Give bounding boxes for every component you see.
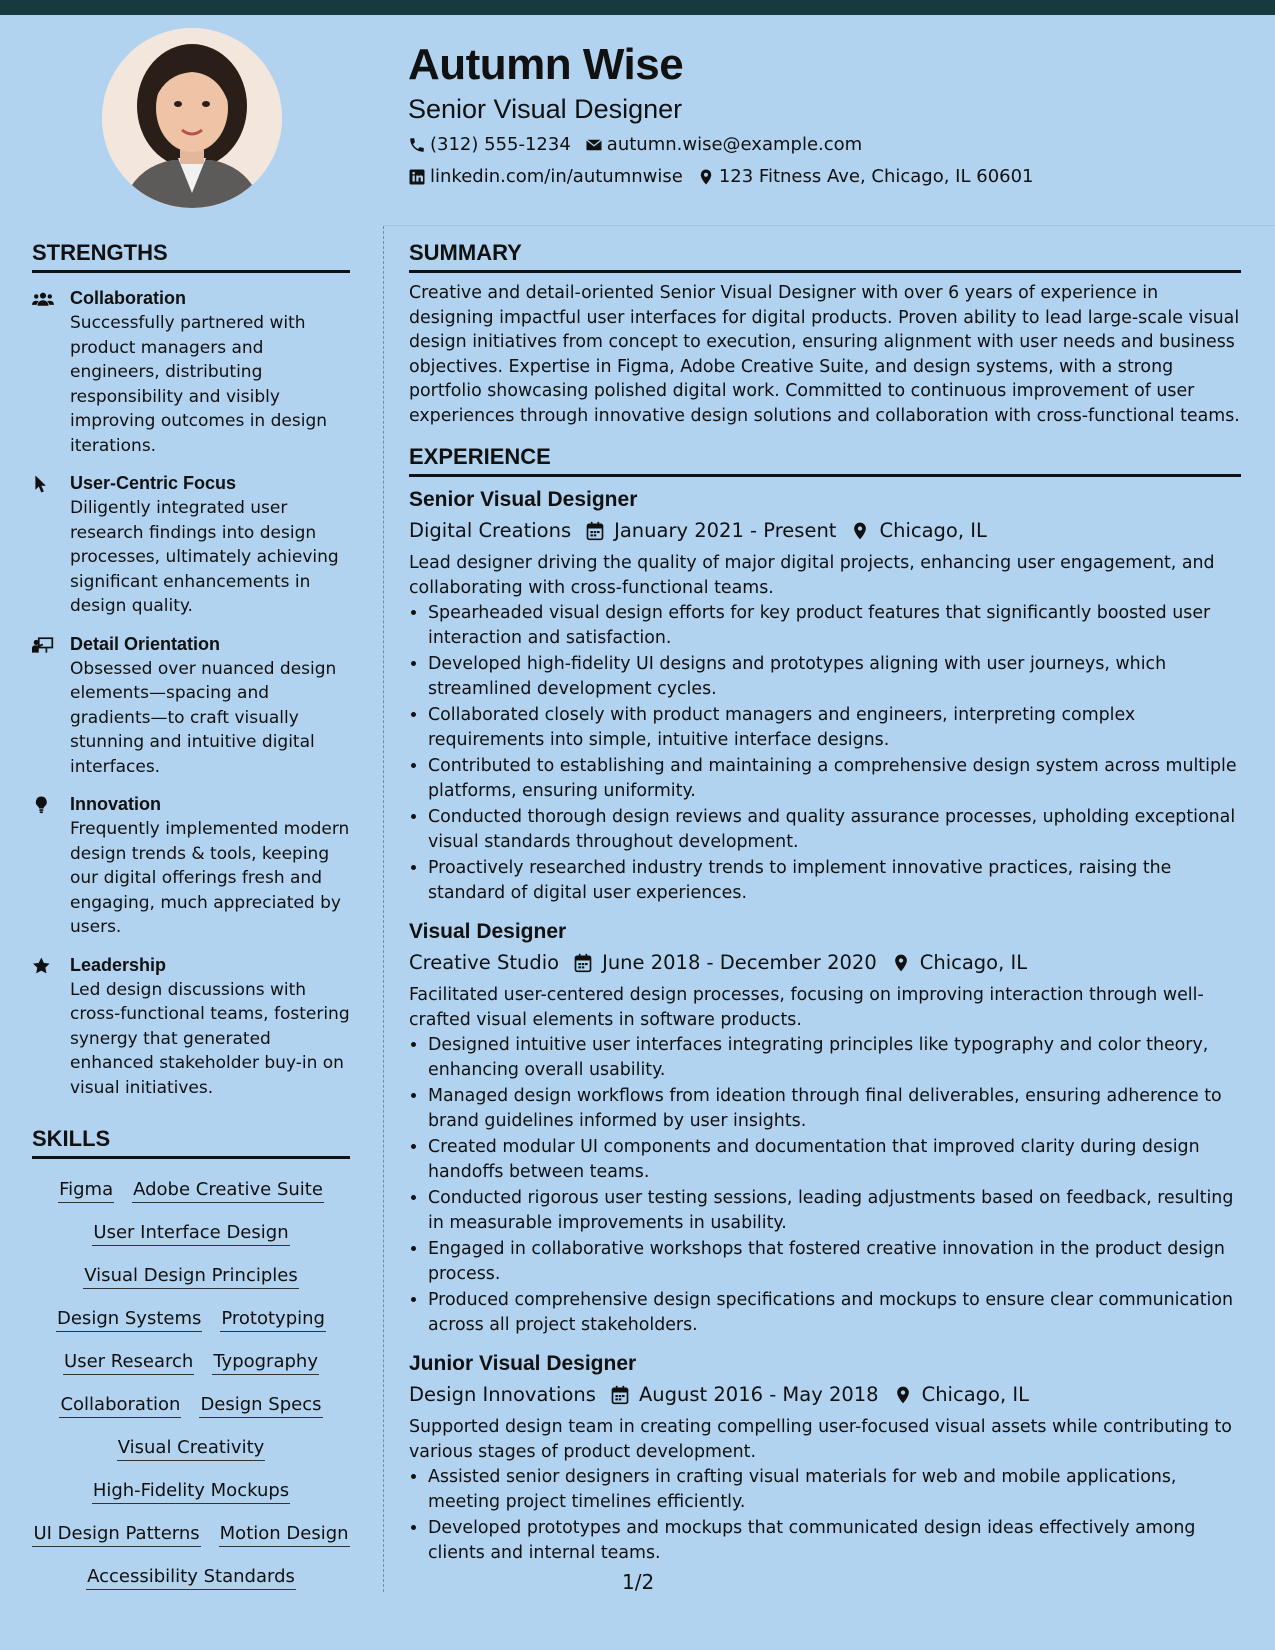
phone-contact[interactable]: [408, 134, 571, 155]
skill-tag: Accessibility Standards: [86, 1566, 296, 1590]
skill-row: [32, 1351, 350, 1375]
skill-tag: Adobe Creative Suite: [132, 1179, 324, 1203]
strength-item: [32, 287, 350, 458]
summary-text: Creative and detail-oriented Senior Visual Designer with over 6 years of experience in designing impactful user interfaces for digital products. Proven ability to lead large-scale visual design initiatives from concept to execution, ensuring alignment with user needs and business objectives. Expertise in Figma, Adobe Creative Suite, and design systems, with a strong portfolio showcasing polished digital work. Committed to continuous improvement of user experiences through innovative design solutions and collaboration with cross-functional teams.: [409, 283, 1240, 426]
skill-tag: Collaboration: [59, 1394, 181, 1418]
experience-section: [409, 444, 1241, 1565]
job-bullet: • Contributed to establishing and maintaining a comprehensive design system across multiple platforms, ensuring uniformity.: [428, 754, 1241, 803]
strengths-heading: STRENGTHS: [32, 240, 350, 273]
strength-description: Led design discussions with cross-functional teams, fostering synergy that generated enhanced stakeholder buy-in on visual initiatives.: [70, 979, 350, 1098]
company-name: Design Innovations: [409, 1383, 596, 1406]
job-bullet: • Assisted senior designers in crafting visual materials for web and mobile applications, meeting project timelines efficiently.: [428, 1465, 1241, 1514]
strength-title: Detail Orientation: [70, 633, 221, 654]
job-entry: [409, 1349, 1241, 1565]
strength-item: [32, 793, 350, 940]
job-entry: [409, 917, 1241, 1337]
users-icon: [32, 287, 70, 458]
phone-text: (312) 555-1234: [430, 134, 571, 155]
job-bullets: [409, 1465, 1241, 1565]
job-bullet: • Proactively researched industry trends to implement innovative practices, raising the standard of digital user experiences.: [428, 856, 1241, 905]
job-title: Visual Designer: [409, 920, 567, 943]
skill-tag: High-Fidelity Mockups: [92, 1480, 290, 1504]
right-column: [409, 240, 1241, 1567]
skill-tag: User Interface Design: [92, 1222, 289, 1246]
job-location: Chicago, IL: [919, 951, 1028, 974]
skill-row: [32, 1523, 350, 1547]
company-name: Digital Creations: [409, 519, 572, 542]
skill-tag: Prototyping: [220, 1308, 326, 1332]
strength-title: Collaboration: [70, 288, 186, 308]
skill-row: [32, 1308, 350, 1332]
calendar-icon: [610, 1385, 630, 1405]
job-title: Senior Visual Designer: [409, 488, 638, 511]
strength-title: User-Centric Focus: [70, 473, 237, 493]
candidate-title: Senior Visual Designer: [408, 94, 683, 124]
job-title: Junior Visual Designer: [409, 1352, 637, 1375]
cursor-icon: [32, 472, 70, 619]
job-bullet: • Produced comprehensive design specifications and mockups to ensure clear communication across all project stakeholders.: [428, 1288, 1241, 1337]
header-rule: [384, 225, 1275, 226]
job-bullet: • Developed prototypes and mockups that communicated design ideas effectively among clients and internal teams.: [428, 1516, 1241, 1565]
skill-row: [32, 1222, 350, 1246]
email-text: autumn.wise@example.com: [606, 134, 863, 155]
strength-description: Obsessed over nuanced design elements—spacing and gradients—to craft visually stunning and intuitive digital interfaces.: [70, 658, 337, 777]
address-text: 123 Fitness Ave, Chicago, IL 60601: [718, 166, 1034, 187]
envelope-icon: [585, 136, 603, 154]
location-pin-icon: [891, 953, 911, 973]
strength-description: Frequently implemented modern design trends & tools, keeping our digital offerings fresh and engaging, much appreciated by users.: [70, 819, 350, 937]
job-bullet: • Developed high-fidelity UI designs and prototypes aligning with user journeys, which streamlined development cycles.: [428, 652, 1241, 701]
strength-description: Successfully partnered with product managers and engineers, distributing responsibility and visibly improving outcomes in design iterations.: [70, 313, 328, 456]
skill-row: [32, 1480, 350, 1504]
email-contact[interactable]: [585, 134, 862, 155]
job-bullet: • Designed intuitive user interfaces integrating principles like typography and color theory, enhancing overall usability.: [428, 1033, 1241, 1082]
skill-row: [32, 1394, 350, 1418]
job-description: Facilitated user-centered design processes, focusing on improving interaction through well-crafted visual elements in software products.: [409, 985, 1204, 1030]
job-bullets: [409, 1033, 1241, 1337]
column-divider: [383, 226, 384, 1592]
job-meta: [409, 947, 1241, 979]
skill-tag: User Research: [63, 1351, 194, 1375]
strength-item: [32, 954, 350, 1101]
job-meta: [409, 515, 1241, 547]
skill-tag: Figma: [58, 1179, 114, 1203]
profile-photo: [102, 28, 282, 208]
left-column: [32, 240, 350, 1609]
skill-tag: Typography: [212, 1351, 319, 1375]
job-bullet: • Managed design workflows from ideation through final deliverables, ensuring adherence to brand guidelines informed by user insights.: [428, 1084, 1241, 1133]
skill-tag: Visual Creativity: [117, 1437, 266, 1461]
job-location: Chicago, IL: [879, 519, 987, 542]
job-description: Supported design team in creating compelling user-focused visual assets while contributing to various stages of product development.: [409, 1417, 1232, 1462]
calendar-icon: [585, 521, 605, 541]
job-bullet: • Collaborated closely with product managers and engineers, interpreting complex requirements into simple, intuitive interface designs.: [428, 703, 1241, 752]
lightbulb-icon: [32, 793, 70, 940]
phone-icon: [408, 136, 426, 154]
skill-row: [32, 1179, 350, 1203]
skill-tag: Motion Design: [219, 1523, 350, 1547]
job-location: Chicago, IL: [921, 1383, 1029, 1406]
job-dates: June 2018 - December 2020: [602, 951, 877, 974]
job-bullet: • Engaged in collaborative workshops that fostered creative innovation in the product design process.: [428, 1237, 1241, 1286]
job-bullets: [409, 601, 1241, 905]
candidate-name: Autumn Wise: [408, 40, 684, 89]
calendar-icon: [573, 953, 593, 973]
job-bullet: • Conducted thorough design reviews and quality assurance processes, upholding exceptional visual standards throughout development.: [428, 805, 1241, 854]
skill-tag: UI Design Patterns: [32, 1523, 200, 1547]
experience-heading: EXPERIENCE: [409, 444, 1241, 477]
star-icon: [32, 954, 70, 1101]
strength-description: Diligently integrated user research findings into design processes, ultimately achieving significant enhancements in design quality.: [70, 498, 339, 616]
top-bar: [0, 0, 1275, 15]
strengths-list: [32, 287, 350, 1100]
contact-row-1: [408, 134, 876, 155]
portrait-image: [102, 28, 282, 208]
strength-title: Leadership: [70, 954, 167, 975]
strength-item: [32, 472, 350, 619]
strength-title: Innovation: [70, 794, 161, 814]
summary-heading: SUMMARY: [409, 240, 1241, 273]
skill-row: [32, 1437, 350, 1461]
skill-tag: Design Systems: [56, 1308, 202, 1332]
skill-row: [32, 1265, 350, 1289]
strength-item: [32, 633, 350, 780]
linkedin-contact[interactable]: [408, 166, 683, 187]
job-dates: August 2016 - May 2018: [638, 1383, 879, 1406]
location-pin-icon: [893, 1385, 913, 1405]
job-bullet: • Created modular UI components and documentation that improved clarity during design handoffs between teams.: [428, 1135, 1241, 1184]
location-pin-icon: [697, 168, 715, 186]
job-bullet: • Spearheaded visual design efforts for key product features that significantly boosted user interaction and satisfaction.: [428, 601, 1241, 650]
linkedin-text: linkedin.com/in/autumnwise: [430, 166, 683, 187]
contact-row-2: [408, 166, 1048, 187]
job-bullet: • Conducted rigorous user testing sessions, leading adjustments based on feedback, resulting in measurable improvements in usability.: [428, 1186, 1241, 1235]
chalkboard-icon: [32, 633, 70, 780]
job-description: Lead designer driving the quality of major digital projects, enhancing user engagement, and collaborating with cross-functional teams.: [409, 553, 1215, 598]
job-dates: January 2021 - Present: [614, 519, 837, 542]
linkedin-icon: [408, 168, 426, 186]
skill-tag: Design Specs: [199, 1394, 322, 1418]
page-number: 1/2: [622, 1570, 655, 1594]
skills-list: [32, 1179, 350, 1590]
job-entry: [409, 485, 1241, 905]
skill-tag: Visual Design Principles: [83, 1265, 298, 1289]
skills-heading: SKILLS: [32, 1126, 350, 1159]
location-pin-icon: [850, 521, 870, 541]
company-name: Creative Studio: [409, 951, 560, 974]
skill-row: [32, 1566, 350, 1590]
job-meta: [409, 1379, 1241, 1411]
address-contact: [697, 166, 1034, 187]
